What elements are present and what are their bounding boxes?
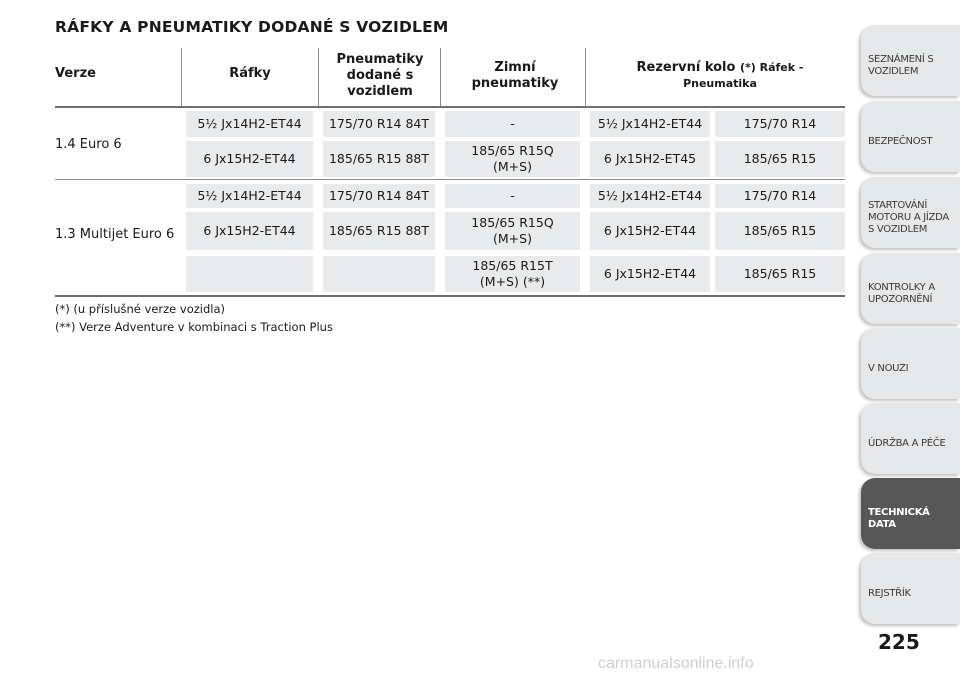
header-rezervni [590, 60, 850, 92]
header-rezervni-suffix: (*) Ráfek - [739, 61, 804, 74]
table-rule [55, 179, 845, 180]
footnote: (**) Verze Adventure v kombinaci s Traction Plus [55, 320, 333, 334]
header-verze: Verze [55, 66, 96, 81]
cell-rezervni-rafek: 5½ Jx14H2-ET44 [590, 184, 710, 208]
cell-zimni: - [445, 184, 580, 208]
header-pneumatiky: Pneumatiky dodané s vozidlem [336, 52, 424, 99]
cell-rezervni-pneu: 185/65 R15 [715, 141, 845, 177]
cell-pneumatiky: 185/65 R15 88T [323, 212, 435, 250]
sidebar-tab-technicka-data[interactable]: TECHNICKÁ DATA [861, 478, 960, 549]
footnote: (*) (u příslušné verze vozidla) [55, 302, 225, 316]
cell-pneumatiky [323, 256, 435, 292]
cell-rezervni-rafek: 6 Jx15H2-ET45 [590, 141, 710, 177]
cell-rezervni-pneu: 175/70 R14 [715, 184, 845, 208]
cell-pneumatiky: 175/70 R14 84T [323, 184, 435, 208]
cell-rezervni-rafek: 5½ Jx14H2-ET44 [590, 111, 710, 137]
watermark: carmanualsonline.info [598, 655, 754, 672]
sidebar-tab-rejstrik[interactable]: REJSTŘÍK [861, 553, 960, 624]
sidebar-tab-startovani[interactable]: STARTOVÁNÍ MOTORU A JÍZDA S VOZIDLEM [861, 177, 960, 248]
header-divider [440, 48, 441, 106]
header-rezervni-main: Rezervní kolo [636, 60, 736, 75]
cell-zimni: 185/65 R15Q (M+S) [445, 141, 580, 177]
header-zimni: Zimní pneumatiky [471, 60, 559, 91]
group-label: 1.4 Euro 6 [55, 137, 122, 152]
cell-rafky: 6 Jx15H2-ET44 [186, 141, 313, 177]
cell-rezervni-pneu: 185/65 R15 [715, 212, 845, 250]
header-rafky: Ráfky [229, 66, 271, 81]
sidebar-tab-v-nouzi[interactable]: V NOUZI [861, 328, 960, 399]
header-rezervni-sub: Pneumatika [683, 77, 757, 90]
cell-rafky: 6 Jx15H2-ET44 [186, 212, 313, 250]
cell-rezervni-rafek: 6 Jx15H2-ET44 [590, 256, 710, 292]
cell-pneumatiky: 175/70 R14 84T [323, 111, 435, 137]
table-rule [55, 106, 845, 108]
cell-zimni: 185/65 R15Q (M+S) [445, 212, 580, 250]
table-rule [55, 295, 845, 297]
sidebar-tab-kontrolky[interactable]: KONTROLKY A UPOZORNĚNÍ [861, 253, 960, 324]
sidebar-tab-seznameni[interactable]: SEZNÁMENÍ S VOZIDLEM [861, 25, 960, 96]
header-divider [181, 48, 182, 106]
sidebar-tab-udrzba[interactable]: ÚDRŽBA A PÉČE [861, 403, 960, 474]
cell-zimni: - [445, 111, 580, 137]
cell-rezervni-pneu: 185/65 R15 [715, 256, 845, 292]
cell-pneumatiky: 185/65 R15 88T [323, 141, 435, 177]
cell-rafky: 5½ Jx14H2-ET44 [186, 184, 313, 208]
header-divider [318, 48, 319, 106]
cell-zimni: 185/65 R15T (M+S) (**) [445, 256, 580, 292]
page-number: 225 [878, 630, 920, 654]
page-title: RÁFKY A PNEUMATIKY DODANÉ S VOZIDLEM [55, 18, 449, 36]
sidebar-tab-bezpecnost[interactable]: BEZPEČNOST [861, 101, 960, 172]
header-divider [585, 48, 586, 106]
group-label: 1.3 Multijet Euro 6 [55, 227, 175, 242]
cell-rafky: 5½ Jx14H2-ET44 [186, 111, 313, 137]
cell-rezervni-rafek: 6 Jx15H2-ET44 [590, 212, 710, 250]
cell-rezervni-pneu: 175/70 R14 [715, 111, 845, 137]
cell-rafky [186, 256, 313, 292]
